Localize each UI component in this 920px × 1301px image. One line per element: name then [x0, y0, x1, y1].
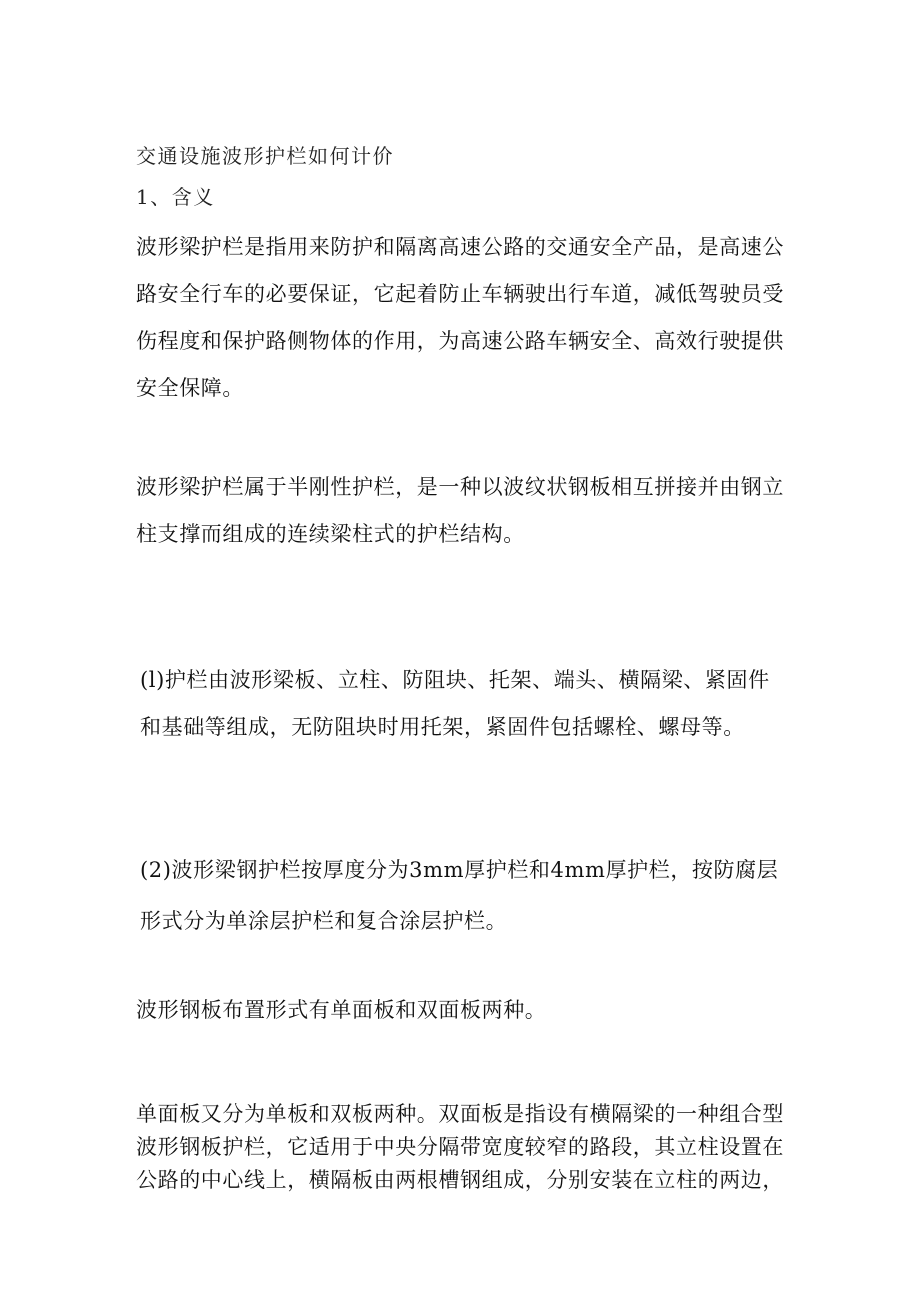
paragraph-line: 路安全行车的必要保证，它起着防止车辆驶出行车道，减低驾驶员受	[136, 282, 784, 306]
paragraph-line: 波形钢板布置形式有单面板和双面板两种。	[136, 998, 547, 1022]
paragraph-line: 波形梁护栏属于半刚性护栏，是一种以波纹状钢板相互拼接并由钢立	[136, 475, 784, 499]
paragraph-line: 伤程度和保护路侧物体的作用，为高速公路车辆安全、高效行驶提供	[136, 329, 784, 353]
paragraph-thickness	[140, 845, 800, 947]
paragraph-line: 公路的中心线上，横隔板由两根槽钢组成，分别安装在立柱的两边，	[136, 1168, 784, 1192]
paragraph-line: (2)波形梁钢护栏按厚度分为3mm厚护栏和4mm厚护栏，按防腐层	[140, 858, 779, 882]
section-heading: 1、含义	[136, 185, 215, 209]
paragraph-semi-rigid	[136, 464, 796, 558]
paragraph-components	[140, 657, 800, 751]
paragraph-line: 形式分为单涂层护栏和复合涂层护栏。	[140, 909, 508, 933]
paragraph-line: 波形梁护栏是指用来防护和隔离高速公路的交通安全产品，是高速公	[136, 235, 784, 259]
paragraph-line: 波形钢板护栏，它适用于中央分隔带宽度较窄的路段，其立柱设置在	[136, 1135, 784, 1159]
document-title: 交通设施波形护栏如何计价	[136, 144, 394, 168]
paragraph-line: 和基础等组成，无防阻块时用托架，紧固件包括螺栓、螺母等。	[140, 715, 745, 739]
paragraph-line: 单面板又分为单板和双板两种。双面板是指设有横隔梁的一种组合型	[136, 1102, 784, 1126]
paragraph-layout-types	[136, 990, 796, 1030]
paragraph-definition	[136, 224, 796, 412]
paragraph-line: (l)护栏由波形梁板、立柱、防阻块、托架、端头、横隔梁、紧固件	[140, 668, 770, 692]
paragraph-single-double	[136, 1098, 796, 1197]
paragraph-line: 安全保障。	[136, 376, 244, 400]
paragraph-line: 柱支撑而组成的连续梁柱式的护栏结构。	[136, 522, 525, 546]
